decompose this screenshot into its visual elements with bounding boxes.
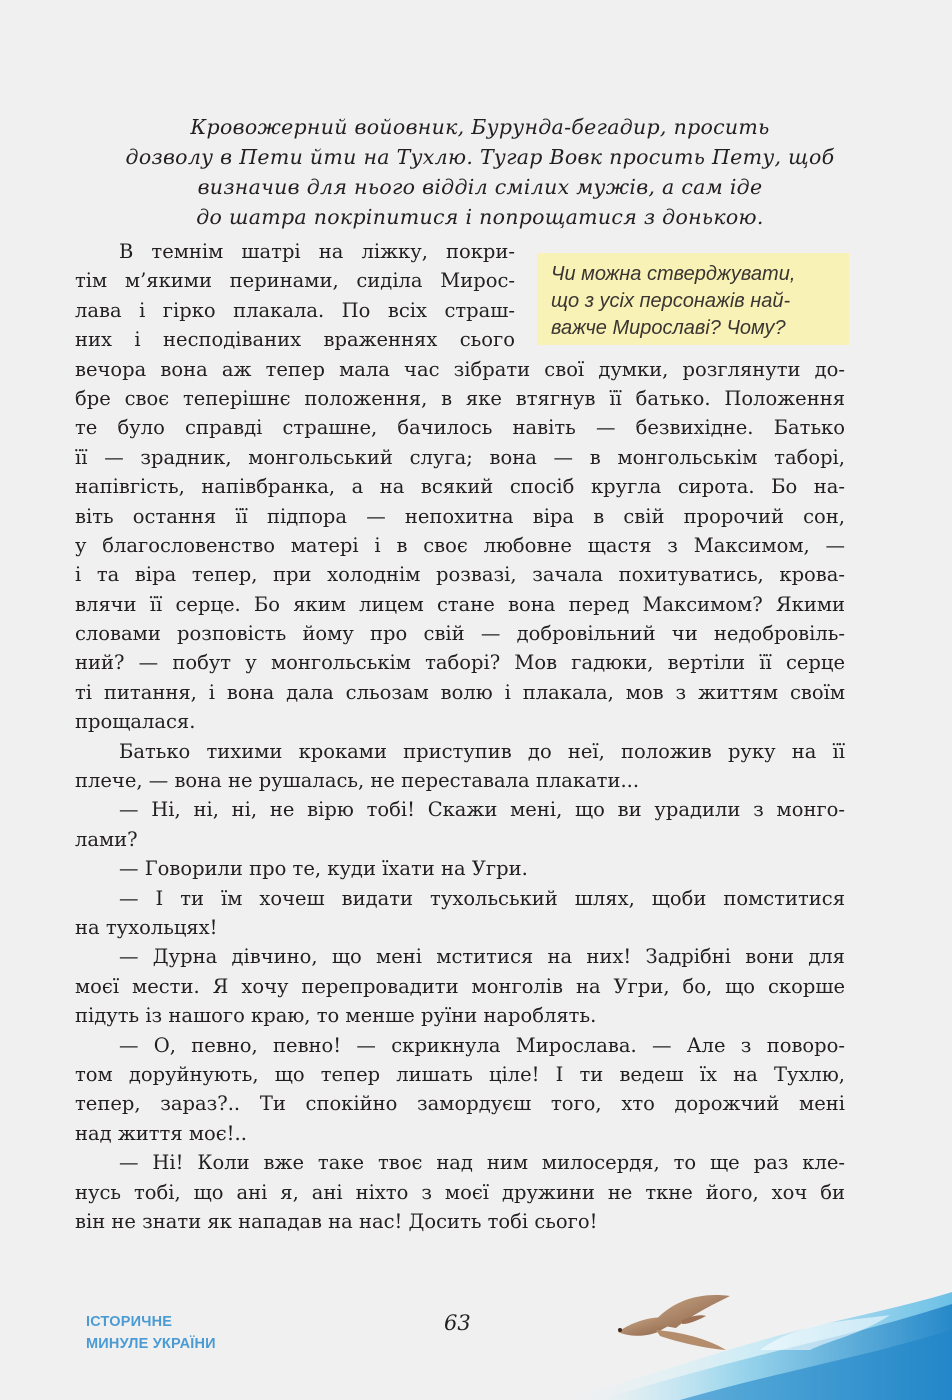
summary-line: визначив для нього відділ смілих мужів, а сам іде [197, 175, 763, 199]
text-line: Батько тихими кроками приступив до неї, положив руку на її [119, 739, 845, 763]
summary-line: до шатра покріпитися і попрощатися з донькою. [196, 205, 764, 229]
text-line: віть остання її підпора — непохитна віра в свій пророчий сон, [75, 504, 845, 528]
text-line: те було справді страшне, бачилось навіть — безвихідне. Батько [75, 416, 845, 440]
text-line: над життя моє!.. [75, 1121, 247, 1145]
text-line: влячи її серце. Бо яким лицем стане вона перед Максимом? Якими [75, 592, 845, 616]
text-line: — Ні, ні, ні, не вірю тобі! Скажи мені, що ви урадили з монго- [119, 798, 845, 822]
text-line: них і несподіваних враженнях сього [75, 328, 515, 352]
section-label-line: ІСТОРИЧНЕ [86, 1314, 173, 1330]
text-line: вечора вона аж тепер мала час зібрати свої думки, розглянути до- [75, 357, 845, 381]
text-line: бре своє теперішнє положення, в яке втягнув її батько. Положення [75, 386, 845, 410]
main-text [75, 237, 845, 1236]
text-line: В темнім шатрі на ліжку, покри- [119, 240, 515, 263]
text-line: — О, певно, певно! — скрикнула Мирослава. — Але з поворо- [119, 1033, 845, 1057]
text-line: нусь тобі, що ані я, ані ніхто з моєї дружини не ткне його, хоч би [75, 1180, 845, 1204]
text-line: на тухольцях! [75, 915, 218, 939]
text-line: том доруйнують, що тепер лишать ціле! І ти ведеш їх на Тухлю, [75, 1062, 845, 1086]
text-line: лава і гірко плакала. По всіх страш- [75, 298, 515, 322]
summary-line: Кровожерний войовник, Бурунда-бегадир, просить [190, 115, 770, 139]
text-line: ний? — побут у монгольськім таборі? Мов гадюки, вертіли її серце [75, 651, 845, 675]
text-line: лами? [75, 827, 138, 851]
text-line: — Говорили про те, куди їхати на Угри. [119, 857, 528, 881]
text-line: у благословенство матері і в своє любовне щастя з Максимом, — [75, 533, 845, 557]
question-line: що з усіх персонажів най- [551, 290, 791, 312]
text-line: тепер, зараз?.. Ти спокійно замордуєш того, хто дорожчий мені [75, 1092, 845, 1116]
chapter-summary [60, 112, 900, 232]
bird-wave-decoration-icon [560, 1280, 952, 1400]
text-line: — Ні! Коли вже таке твоє над ним милосердя, то ще раз кле- [119, 1151, 845, 1175]
text-line: підуть із нашого краю, то менше руїни нароблять. [75, 1004, 597, 1028]
summary-line: дозволу в Пети йти на Тухлю. Тугар Вовк просить Пету, щоб [125, 145, 835, 169]
text-line: її — зрадник, монгольський слуга; вона — в монгольськім таборі, [75, 445, 845, 469]
text-line: ті питання, і вона дала сльозам волю і плакала, мов з життям своїм [75, 680, 845, 704]
section-label [86, 1311, 216, 1355]
text-line: він не знати як нападав на нас! Досить тобі сього! [75, 1209, 598, 1233]
text-line: — І ти їм хочеш видати тухольський шлях, щоби помститися [119, 886, 845, 910]
text-line: — Дурна дівчино, що мені мститися на них! Задрібні вони для [119, 945, 845, 969]
text-line: прощалася. [75, 710, 196, 734]
text-line: словами розповість йому про свій — добровільний чи недобровіль- [75, 622, 845, 646]
text-line: моєї мести. Я хочу перепровадити монголів на Угри, бо, що скорше [75, 974, 845, 998]
question-line: важче Мирославі? Чому? [551, 317, 786, 339]
page-number: 63 [444, 1311, 471, 1335]
text-line: тім м’якими перинами, сиділа Мирос- [75, 269, 515, 293]
question-line: Чи можна стверджувати, [551, 263, 796, 285]
text-line: і та віра тепер, при холоднім розвазі, зачала похитуватись, крова- [75, 563, 845, 587]
text-line: плече, — вона не рушалась, не переставала плакати... [75, 769, 640, 793]
section-label-line: МИНУЛЕ УКРАЇНИ [86, 1336, 216, 1352]
text-line: напівгість, напівбранка, а на всякий спосіб кругла сирота. Бо на- [75, 475, 845, 499]
